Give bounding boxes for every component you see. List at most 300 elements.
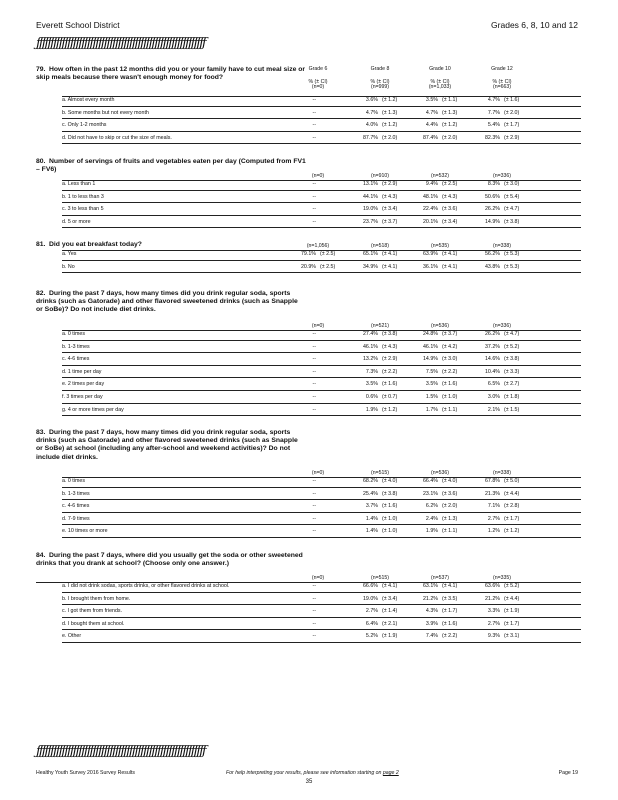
grade-column-header bbox=[355, 66, 405, 86]
confidence-interval: (± 1.0) bbox=[382, 528, 398, 535]
question-text: 79. How often in the past 12 months did you or your family have to cut meal size or skip meals because there wasn't enough money for food? bbox=[36, 66, 306, 82]
answer-option: a. Yes bbox=[62, 251, 77, 257]
ci-label: % (± CI) bbox=[308, 79, 328, 85]
table-row bbox=[36, 121, 581, 130]
percent-value: 6.5% bbox=[487, 381, 500, 388]
confidence-interval: (± 3.5) bbox=[442, 595, 458, 602]
question-text: 84. During the past 7 days, where did you usually get the soda or other sweetened drinks that you drank at school? (Choose only one answer.) bbox=[36, 552, 303, 568]
percent-value: 44.1% bbox=[362, 193, 378, 200]
percent-value: 0.6% bbox=[365, 394, 378, 400]
percent-value: -- bbox=[312, 490, 316, 497]
confidence-interval: (± 5.4) bbox=[504, 193, 520, 200]
confidence-interval: (± 2.2) bbox=[442, 633, 458, 640]
row-divider bbox=[62, 143, 581, 144]
sample-size: (n=0) bbox=[311, 173, 325, 179]
percent-value: 23.1% bbox=[422, 490, 438, 497]
confidence-interval: (± 4.0) bbox=[382, 478, 398, 484]
confidence-interval: (± 4.1) bbox=[442, 263, 458, 270]
percent-value: 68.2% bbox=[362, 478, 378, 484]
percent-value: 2.7% bbox=[487, 515, 500, 522]
confidence-interval: (± 3.8) bbox=[504, 218, 520, 225]
row-divider bbox=[62, 592, 581, 593]
sample-size: (n=536) bbox=[430, 470, 450, 476]
percent-value: -- bbox=[312, 122, 316, 129]
question-block bbox=[36, 158, 581, 225]
percent-value: 1.4% bbox=[365, 515, 378, 522]
table-top-rule bbox=[62, 180, 581, 181]
percent-value: -- bbox=[312, 356, 316, 363]
row-divider bbox=[62, 118, 581, 119]
percent-value: 26.2% bbox=[484, 331, 500, 337]
row-divider bbox=[62, 260, 581, 261]
confidence-interval: (± 4.1) bbox=[382, 263, 398, 270]
confidence-interval: (± 1.7) bbox=[504, 515, 520, 522]
row-divider bbox=[62, 340, 581, 341]
percent-value: 46.1% bbox=[362, 343, 378, 350]
percent-value: -- bbox=[312, 331, 316, 337]
confidence-interval: (± 1.6) bbox=[382, 381, 398, 388]
percent-value: 82.3% bbox=[484, 134, 500, 141]
percent-value: 4.4% bbox=[425, 122, 438, 129]
percent-value: -- bbox=[312, 515, 316, 522]
percent-value: -- bbox=[312, 134, 316, 141]
question-text: 81. Did you eat breakfast today? bbox=[36, 241, 142, 248]
percent-value: 66.6% bbox=[362, 583, 378, 589]
confidence-interval: (± 1.1) bbox=[442, 528, 458, 535]
sample-size: (n=0) bbox=[311, 84, 325, 90]
confidence-interval: (± 1.2) bbox=[442, 122, 458, 129]
confidence-interval: (± 1.7) bbox=[504, 122, 520, 129]
percent-value: 13.2% bbox=[362, 356, 378, 363]
confidence-interval: (± 4.2) bbox=[442, 343, 458, 350]
percent-value: 20.1% bbox=[422, 218, 438, 225]
percent-value: -- bbox=[312, 503, 316, 510]
percent-value: -- bbox=[312, 394, 316, 400]
percent-value: 4.7% bbox=[487, 97, 500, 103]
table-row bbox=[36, 330, 581, 339]
row-divider bbox=[62, 227, 581, 228]
confidence-interval: (± 5.2) bbox=[504, 583, 520, 589]
percent-value: 9.3% bbox=[487, 633, 500, 640]
decorative-divider-top: ƒƒƒƒƒƒƒƒƒƒƒƒƒƒƒƒƒƒƒƒƒƒƒƒƒƒƒƒƒƒƒƒƒƒƒƒƒƒƒƒƒƒƒƒƒƒƒƒƒƒƒƒƒƒƒƒƒƒƒƒ bbox=[36, 36, 205, 51]
sample-size: (n=535) bbox=[430, 243, 450, 249]
percent-value: 22.4% bbox=[422, 206, 438, 213]
percent-value: 43.8% bbox=[484, 263, 500, 270]
percent-value: 63.9% bbox=[422, 251, 438, 257]
table-row bbox=[36, 355, 581, 364]
percent-value: 14.9% bbox=[484, 218, 500, 225]
footer-page-label: Page 19 bbox=[558, 770, 578, 776]
percent-value: -- bbox=[312, 583, 316, 589]
confidence-interval: (± 2.0) bbox=[442, 134, 458, 141]
table-row bbox=[36, 368, 581, 377]
grade-label: Grade 8 bbox=[370, 66, 390, 72]
percent-value: 46.1% bbox=[422, 343, 438, 350]
confidence-interval: (± 4.7) bbox=[504, 331, 520, 337]
answer-option: c. Only 1-2 months bbox=[62, 122, 107, 129]
sample-size: (n=537) bbox=[430, 575, 450, 581]
table-row bbox=[36, 502, 581, 511]
table-top-rule bbox=[62, 330, 581, 331]
sample-size: (n=515) bbox=[370, 575, 390, 581]
question-text: 80. Number of servings of fruits and vegetables eaten per day (Computed from FV1 – FV6) bbox=[36, 158, 306, 174]
answer-option: g. 4 or more times per day bbox=[62, 406, 124, 413]
answer-option: b. 1-3 times bbox=[62, 490, 90, 497]
question-number: 81. bbox=[36, 241, 46, 248]
confidence-interval: (± 4.1) bbox=[442, 251, 458, 257]
table-row bbox=[36, 134, 581, 143]
table-top-rule bbox=[62, 477, 581, 478]
table-row bbox=[36, 595, 581, 604]
percent-value: 87.4% bbox=[422, 134, 438, 141]
row-divider bbox=[62, 617, 581, 618]
answer-option: d. I bought them at school. bbox=[62, 620, 125, 627]
confidence-interval: (± 4.0) bbox=[442, 478, 458, 484]
confidence-interval: (± 3.7) bbox=[442, 331, 458, 337]
table-row bbox=[36, 632, 581, 641]
question-number: 79. bbox=[36, 66, 46, 73]
row-divider bbox=[62, 272, 581, 273]
ci-label: % (± CI) bbox=[370, 79, 390, 85]
percent-value: 26.2% bbox=[484, 206, 500, 213]
percent-value: 56.2% bbox=[484, 251, 500, 257]
percent-value: 1.7% bbox=[425, 406, 438, 413]
sample-size: (n=338) bbox=[492, 243, 512, 249]
confidence-interval: (± 3.0) bbox=[504, 181, 520, 187]
percent-value: 63.1% bbox=[422, 583, 438, 589]
confidence-interval: (± 1.9) bbox=[382, 633, 398, 640]
sample-size: (n=663) bbox=[492, 84, 512, 90]
percent-value: 21.2% bbox=[484, 595, 500, 602]
table-row bbox=[36, 218, 581, 227]
sample-size: (n=1,056) bbox=[306, 243, 330, 249]
page-number: 35 bbox=[305, 779, 313, 785]
percent-value: 67.8% bbox=[484, 478, 500, 484]
question-block bbox=[36, 429, 581, 535]
table-row bbox=[36, 527, 581, 536]
row-divider bbox=[62, 215, 581, 216]
confidence-interval: (± 3.1) bbox=[504, 633, 520, 640]
percent-value: 63.6% bbox=[484, 583, 500, 589]
percent-value: 14.6% bbox=[484, 356, 500, 363]
question-number: 80. bbox=[36, 158, 46, 165]
row-divider bbox=[62, 390, 581, 391]
answer-option: a. Less than 1 bbox=[62, 181, 96, 187]
percent-value: 3.9% bbox=[425, 620, 438, 627]
confidence-interval: (± 4.3) bbox=[382, 193, 398, 200]
percent-value: -- bbox=[312, 595, 316, 602]
footer-help-prefix: For help interpreting your results, please see information starting on bbox=[226, 770, 382, 776]
confidence-interval: (± 2.9) bbox=[504, 134, 520, 141]
confidence-interval: (± 1.9) bbox=[504, 608, 520, 615]
confidence-interval: (± 1.6) bbox=[382, 503, 398, 510]
ci-label: % (± CI) bbox=[492, 79, 512, 85]
table-row bbox=[36, 393, 581, 402]
confidence-interval: (± 3.6) bbox=[442, 490, 458, 497]
confidence-interval: (± 4.4) bbox=[504, 595, 520, 602]
percent-value: 23.7% bbox=[362, 218, 378, 225]
table-row bbox=[36, 477, 581, 486]
answer-option: b. I brought them from home. bbox=[62, 595, 131, 602]
percent-value: -- bbox=[312, 109, 316, 116]
table-row bbox=[36, 515, 581, 524]
confidence-interval: (± 1.1) bbox=[442, 97, 458, 103]
confidence-interval: (± 2.9) bbox=[382, 356, 398, 363]
confidence-interval: (± 1.2) bbox=[504, 528, 520, 535]
decorative-divider-bottom: ƒƒƒƒƒƒƒƒƒƒƒƒƒƒƒƒƒƒƒƒƒƒƒƒƒƒƒƒƒƒƒƒƒƒƒƒƒƒƒƒƒƒƒƒƒƒƒƒƒƒƒƒƒƒƒƒƒƒƒƒ bbox=[36, 744, 205, 759]
grade-label: Grade 10 bbox=[429, 66, 451, 72]
percent-value: 3.5% bbox=[365, 381, 378, 388]
answer-option: a. 0 times bbox=[62, 478, 85, 484]
sample-size: (n=518) bbox=[370, 243, 390, 249]
percent-value: 36.1% bbox=[422, 263, 438, 270]
table-row bbox=[36, 250, 581, 259]
percent-value: 1.2% bbox=[487, 528, 500, 535]
row-divider bbox=[62, 629, 581, 630]
confidence-interval: (± 1.3) bbox=[442, 109, 458, 116]
answer-option: b. Some months but not every month bbox=[62, 109, 149, 116]
confidence-interval: (± 3.4) bbox=[382, 206, 398, 213]
percent-value: 8.3% bbox=[487, 181, 500, 187]
confidence-interval: (± 1.0) bbox=[382, 515, 398, 522]
answer-option: c. I got them from friends. bbox=[62, 608, 123, 615]
page-header bbox=[36, 20, 578, 34]
row-divider bbox=[62, 106, 581, 107]
sample-size: (n=910) bbox=[370, 173, 390, 179]
percent-value: 27.4% bbox=[362, 331, 378, 337]
confidence-interval: (± 3.8) bbox=[382, 331, 398, 337]
footer-help-text bbox=[226, 770, 399, 776]
ci-label: % (± CI) bbox=[430, 79, 450, 85]
table-row bbox=[36, 96, 581, 105]
confidence-interval: (± 1.2) bbox=[382, 122, 398, 129]
row-divider bbox=[62, 524, 581, 525]
confidence-interval: (± 3.6) bbox=[442, 206, 458, 213]
percent-value: 1.5% bbox=[425, 394, 438, 400]
question-block bbox=[36, 290, 581, 413]
confidence-interval: (± 1.6) bbox=[442, 620, 458, 627]
table-row bbox=[36, 380, 581, 389]
sample-size: (n=0) bbox=[311, 470, 325, 476]
confidence-interval: (± 3.8) bbox=[382, 490, 398, 497]
percent-value: 66.4% bbox=[422, 478, 438, 484]
percent-value: 24.8% bbox=[422, 331, 438, 337]
district-name: Everett School District bbox=[36, 20, 120, 30]
percent-value: 19.0% bbox=[362, 595, 378, 602]
question-number: 84. bbox=[36, 552, 46, 559]
percent-value: 6.2% bbox=[425, 503, 438, 510]
percent-value: 1.9% bbox=[365, 406, 378, 413]
confidence-interval: (± 1.7) bbox=[442, 608, 458, 615]
answer-option: e. 2 times per day bbox=[62, 381, 105, 388]
confidence-interval: (± 2.5) bbox=[320, 251, 336, 257]
percent-value: 87.7% bbox=[362, 134, 378, 141]
confidence-interval: (± 3.4) bbox=[382, 595, 398, 602]
percent-value: 9.4% bbox=[425, 181, 438, 187]
grades-label: Grades 6, 8, 10 and 12 bbox=[491, 20, 578, 30]
confidence-interval: (± 5.3) bbox=[504, 263, 520, 270]
confidence-interval: (± 2.9) bbox=[382, 181, 398, 187]
confidence-interval: (± 0.7) bbox=[382, 394, 398, 400]
confidence-interval: (± 4.1) bbox=[382, 251, 398, 257]
percent-value: 3.5% bbox=[425, 381, 438, 388]
percent-value: 4.7% bbox=[425, 109, 438, 116]
percent-value: 2.7% bbox=[487, 620, 500, 627]
percent-value: 34.9% bbox=[362, 263, 378, 270]
table-row bbox=[36, 263, 581, 272]
confidence-interval: (± 3.8) bbox=[504, 356, 520, 363]
percent-value: 20.9% bbox=[300, 263, 316, 270]
table-row bbox=[36, 205, 581, 214]
percent-value: 2.4% bbox=[425, 515, 438, 522]
confidence-interval: (± 4.3) bbox=[442, 193, 458, 200]
row-divider bbox=[62, 537, 581, 538]
answer-option: c. 3 to less than 5 bbox=[62, 206, 104, 213]
percent-value: 2.7% bbox=[365, 608, 378, 615]
footer-survey-title: Healthy Youth Survey 2016 Survey Results bbox=[36, 770, 135, 776]
percent-value: -- bbox=[312, 181, 316, 187]
sample-size: (n=338) bbox=[492, 470, 512, 476]
confidence-interval: (± 2.1) bbox=[382, 620, 398, 627]
sample-size: (n=536) bbox=[430, 323, 450, 329]
confidence-interval: (± 2.2) bbox=[442, 368, 458, 375]
answer-option: a. 0 times bbox=[62, 331, 85, 337]
percent-value: -- bbox=[312, 478, 316, 484]
percent-value: 7.3% bbox=[365, 368, 378, 375]
percent-value: 3.6% bbox=[365, 97, 378, 103]
sample-size: (n=1,033) bbox=[428, 84, 452, 90]
confidence-interval: (± 1.6) bbox=[504, 97, 520, 103]
sample-size: (n=515) bbox=[370, 470, 390, 476]
row-divider bbox=[62, 642, 581, 643]
confidence-interval: (± 4.7) bbox=[504, 206, 520, 213]
answer-option: b. 1-3 times bbox=[62, 343, 90, 350]
confidence-interval: (± 4.1) bbox=[442, 583, 458, 589]
row-divider bbox=[62, 365, 581, 366]
confidence-interval: (± 1.4) bbox=[382, 608, 398, 615]
table-row bbox=[36, 193, 581, 202]
answer-option: e. Other bbox=[62, 633, 82, 640]
percent-value: 3.7% bbox=[365, 503, 378, 510]
footer-page-link[interactable]: page 2 bbox=[382, 770, 399, 776]
percent-value: 65.1% bbox=[362, 251, 378, 257]
sample-size: (n=0) bbox=[311, 323, 325, 329]
confidence-interval: (± 3.4) bbox=[442, 218, 458, 225]
confidence-interval: (± 1.7) bbox=[504, 620, 520, 627]
answer-option: b. 1 to less than 3 bbox=[62, 193, 104, 200]
percent-value: -- bbox=[312, 406, 316, 413]
confidence-interval: (± 1.3) bbox=[442, 515, 458, 522]
grade-column-header bbox=[415, 66, 465, 86]
table-row bbox=[36, 582, 581, 591]
question-block bbox=[36, 66, 581, 141]
row-divider bbox=[62, 604, 581, 605]
answer-option: d. Did not have to skip or cut the size of meals. bbox=[62, 134, 172, 141]
sample-size: (n=999) bbox=[370, 84, 390, 90]
table-row bbox=[36, 406, 581, 415]
confidence-interval: (± 5.3) bbox=[504, 251, 520, 257]
row-divider bbox=[62, 403, 581, 404]
table-top-rule bbox=[36, 582, 581, 583]
percent-value: -- bbox=[312, 206, 316, 213]
table-top-rule bbox=[62, 96, 581, 97]
percent-value: -- bbox=[312, 528, 316, 535]
confidence-interval: (± 1.3) bbox=[382, 109, 398, 116]
percent-value: 1.4% bbox=[365, 528, 378, 535]
confidence-interval: (± 3.3) bbox=[504, 368, 520, 375]
percent-value: -- bbox=[312, 608, 316, 615]
sample-size: (n=532) bbox=[430, 173, 450, 179]
percent-value: 25.4% bbox=[362, 490, 378, 497]
sample-size: (n=336) bbox=[492, 173, 512, 179]
row-divider bbox=[62, 512, 581, 513]
percent-value: 13.1% bbox=[362, 181, 378, 187]
percent-value: 3.5% bbox=[425, 97, 438, 103]
percent-value: 50.6% bbox=[484, 193, 500, 200]
sample-size: (n=0) bbox=[311, 575, 325, 581]
percent-value: 10.4% bbox=[484, 368, 500, 375]
percent-value: 4.3% bbox=[425, 608, 438, 615]
answer-option: a. I did not drink sodas, sports drinks, or other flavored drinks at school. bbox=[62, 583, 230, 589]
question-text: 83. During the past 7 days, how many times did you drink regular soda, sports drinks (such as Gatorade) and other flavored sweetened drinks (such as Snapple or SoBe) at school (including any after-school and weekend activities)? Do not include diet drinks. bbox=[36, 429, 298, 461]
percent-value: 14.9% bbox=[422, 356, 438, 363]
confidence-interval: (± 2.2) bbox=[382, 368, 398, 375]
question-number: 83. bbox=[36, 429, 46, 436]
confidence-interval: (± 2.5) bbox=[442, 181, 458, 187]
confidence-interval: (± 2.5) bbox=[320, 263, 336, 270]
percent-value: 1.9% bbox=[425, 528, 438, 535]
row-divider bbox=[62, 415, 581, 416]
percent-value: 37.2% bbox=[484, 343, 500, 350]
percent-value: 48.1% bbox=[422, 193, 438, 200]
confidence-interval: (± 2.8) bbox=[504, 503, 520, 510]
row-divider bbox=[62, 131, 581, 132]
percent-value: 6.4% bbox=[365, 620, 378, 627]
confidence-interval: (± 4.1) bbox=[382, 583, 398, 589]
percent-value: 5.2% bbox=[365, 633, 378, 640]
confidence-interval: (± 2.7) bbox=[504, 381, 520, 388]
answer-option: c. 4-6 times bbox=[62, 503, 90, 510]
percent-value: -- bbox=[312, 368, 316, 375]
confidence-interval: (± 1.2) bbox=[382, 406, 398, 413]
answer-option: b. No bbox=[62, 263, 75, 270]
row-divider bbox=[62, 352, 581, 353]
percent-value: 5.4% bbox=[487, 122, 500, 129]
percent-value: -- bbox=[312, 97, 316, 103]
row-divider bbox=[62, 499, 581, 500]
confidence-interval: (± 5.2) bbox=[504, 343, 520, 350]
sample-size: (n=521) bbox=[370, 323, 390, 329]
table-row bbox=[36, 490, 581, 499]
confidence-interval: (± 3.7) bbox=[382, 218, 398, 225]
row-divider bbox=[62, 487, 581, 488]
confidence-interval: (± 4.4) bbox=[504, 490, 520, 497]
percent-value: 7.1% bbox=[487, 503, 500, 510]
grade-label: Grade 6 bbox=[308, 66, 328, 72]
confidence-interval: (± 1.0) bbox=[442, 394, 458, 400]
grade-column-header bbox=[293, 66, 343, 86]
question-number: 82. bbox=[36, 290, 46, 297]
confidence-interval: (± 1.8) bbox=[504, 394, 520, 400]
confidence-interval: (± 4.3) bbox=[382, 343, 398, 350]
percent-value: -- bbox=[312, 620, 316, 627]
table-row bbox=[36, 180, 581, 189]
answer-option: d. 7-9 times bbox=[62, 515, 90, 522]
row-divider bbox=[62, 190, 581, 191]
grade-label: Grade 12 bbox=[491, 66, 513, 72]
confidence-interval: (± 1.6) bbox=[442, 381, 458, 388]
percent-value: -- bbox=[312, 633, 316, 640]
